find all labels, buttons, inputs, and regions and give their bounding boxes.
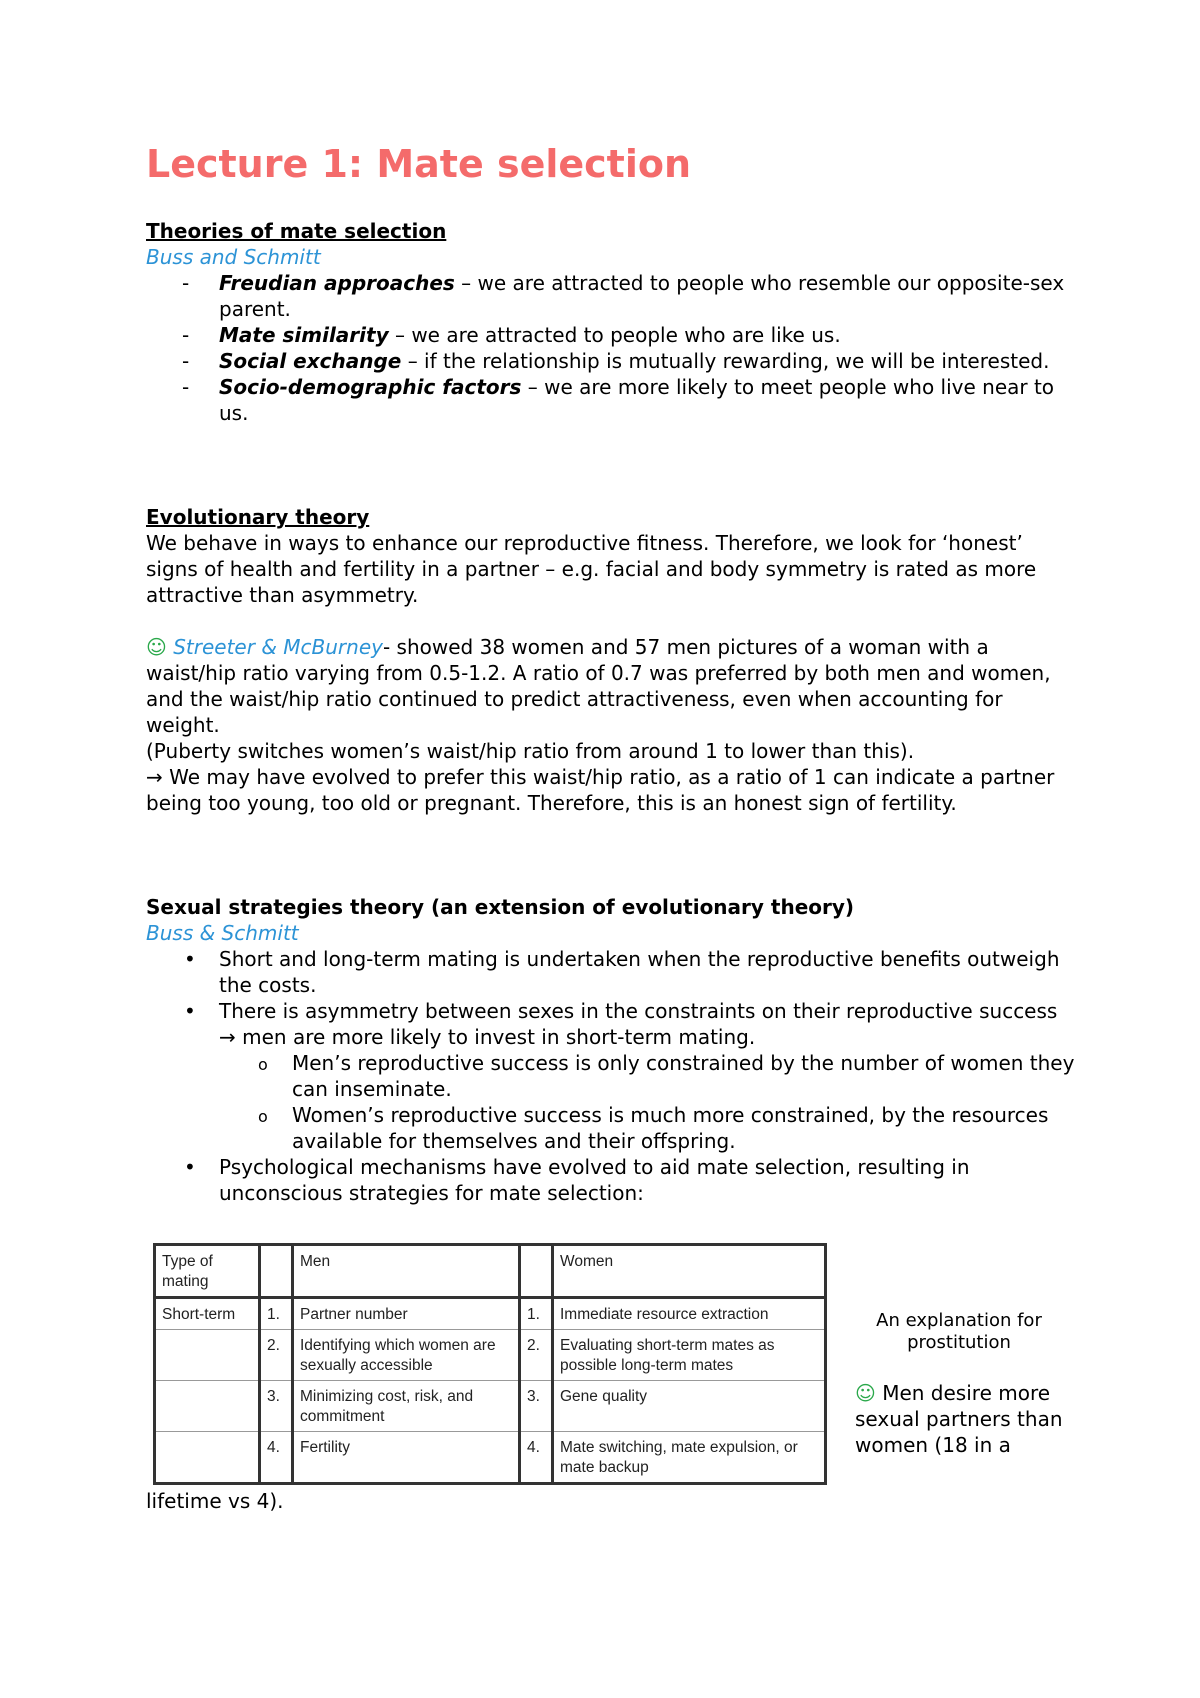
mating-strategies-table — [153, 1243, 827, 1485]
term: Socio-demographic factors — [219, 375, 522, 399]
dash-marker: - — [182, 271, 190, 295]
table-cell: 2. — [260, 1330, 293, 1381]
intro-paragraph: We behave in ways to enhance our reproductive fitness. Therefore, we look for ‘honest’ signs of health and fertility in a partner – e.g. facial and body symmetry is rated as more attractive than asymmetry. — [146, 531, 1037, 607]
conclusion-text: We may have evolved to prefer this waist/hip ratio, as a ratio of 1 can indicate a partner being too young, too old or pregnant. Therefore, this is an honest sign of fertility. — [146, 765, 1055, 815]
table-cell — [155, 1432, 260, 1484]
table-cell: 4. — [520, 1432, 553, 1484]
sub-list-item — [146, 1050, 1076, 1102]
bullet-marker: • — [184, 999, 196, 1023]
note-paragraph: (Puberty switches women’s waist/hip ratio from around 1 to lower than this). — [146, 739, 915, 763]
list-item — [146, 1154, 1076, 1206]
strategy-list — [146, 946, 1076, 1050]
study-paragraph — [146, 634, 1076, 738]
table-cell: Partner number — [293, 1298, 520, 1330]
term-description: – we are more likely to meet people who live near to us. — [219, 375, 1055, 425]
list-item — [146, 998, 1076, 1050]
circle-marker: o — [258, 1107, 268, 1126]
section-heading: Theories of mate selection — [146, 219, 447, 243]
table-cell: Minimizing cost, risk, and commitment — [293, 1381, 520, 1432]
list-item — [146, 322, 1076, 348]
side-caption: An explanation for prostitution — [876, 1310, 1042, 1353]
list-item — [146, 374, 1076, 426]
table-cell: Gene quality — [553, 1381, 826, 1432]
sub-list — [146, 1050, 1076, 1154]
bullet-text: men are more likely to invest in short-term mating. — [235, 1025, 756, 1049]
bullet-text: Psychological mechanisms have evolved to aid mate selection, resulting in unconscious strategies for mate selection: — [219, 1155, 970, 1205]
table-row — [155, 1432, 826, 1484]
section-theories — [146, 218, 1076, 426]
section-sexual-strategies — [146, 894, 1076, 1206]
table-header-cell — [520, 1245, 553, 1298]
bullet-marker: • — [184, 947, 196, 971]
study-text: - showed 38 women and 57 men pictures of a woman with a waist/hip ratio varying from 0.5-1.2. A ratio of 0.7 was preferred by both men and women, and the waist/hip ratio continued to predict attractiveness, even when accounting for weight. — [146, 635, 1051, 737]
section-heading: Sexual strategies theory (an extension of evolutionary theory) — [146, 895, 855, 919]
section-heading: Evolutionary theory — [146, 505, 370, 529]
side-paragraph-tail: lifetime vs 4). — [146, 1489, 284, 1513]
list-item — [146, 270, 1076, 322]
table-header-row — [155, 1245, 826, 1298]
table-cell: 1. — [260, 1298, 293, 1330]
table-cell: Evaluating short-term mates as possible long-term mates — [553, 1330, 826, 1381]
circle-marker: o — [258, 1055, 268, 1074]
page-title: Lecture 1: Mate selection — [146, 142, 692, 186]
table-header-cell: Type of mating — [155, 1245, 260, 1298]
bullet-text: Short and long-term mating is undertaken when the reproductive benefits outweigh the costs. — [219, 947, 1060, 997]
term: Freudian approaches — [219, 271, 455, 295]
table-cell: Short-term — [155, 1298, 260, 1330]
table-cell: 4. — [260, 1432, 293, 1484]
strategy-list — [146, 1154, 1076, 1206]
table-cell: 2. — [520, 1330, 553, 1381]
table-header-cell: Men — [293, 1245, 520, 1298]
term-description: – we are attracted to people who resemble our opposite-sex parent. — [219, 271, 1065, 321]
table-cell — [155, 1330, 260, 1381]
citation: Streeter & McBurney — [173, 635, 383, 659]
smiley-icon: ☺ — [146, 635, 167, 659]
side-text: Men desire more sexual partners than women (18 in a — [855, 1381, 1063, 1457]
term-description: – we are attracted to people who are like us. — [388, 323, 841, 347]
term-description: – if the relationship is mutually rewarding, we will be interested. — [401, 349, 1050, 373]
section-evolutionary — [146, 504, 1076, 816]
dash-marker: - — [182, 375, 190, 399]
bullet-marker: • — [184, 1155, 196, 1179]
table-header-cell: Women — [553, 1245, 826, 1298]
table-cell: Identifying which women are sexually accessible — [293, 1330, 520, 1381]
arrow-icon: → — [219, 1025, 236, 1049]
table-cell: 3. — [260, 1381, 293, 1432]
dash-marker: - — [182, 323, 190, 347]
table-cell: 3. — [520, 1381, 553, 1432]
table-row — [155, 1298, 826, 1330]
table-cell: Immediate resource extraction — [553, 1298, 826, 1330]
list-item — [146, 348, 1076, 374]
bullet-text: There is asymmetry between sexes in the constraints on their reproductive success — [219, 999, 1058, 1023]
term: Mate similarity — [219, 323, 389, 347]
arrow-icon: → — [146, 765, 163, 789]
list-item — [146, 946, 1076, 998]
table-cell: Mate switching, mate expulsion, or mate backup — [553, 1432, 826, 1484]
smiley-icon: ☺ — [855, 1381, 876, 1405]
side-paragraph — [855, 1380, 1085, 1458]
table-row — [155, 1381, 826, 1432]
table-cell: Fertility — [293, 1432, 520, 1484]
conclusion-paragraph — [146, 764, 1076, 816]
table-cell: 1. — [520, 1298, 553, 1330]
table-row — [155, 1330, 826, 1381]
citation: Buss & Schmitt — [146, 921, 299, 945]
term: Social exchange — [219, 349, 402, 373]
sub-list-item — [146, 1102, 1076, 1154]
dash-marker: - — [182, 349, 190, 373]
table-header-cell — [260, 1245, 293, 1298]
citation: Buss and Schmitt — [146, 245, 321, 269]
sub-item-text: Women’s reproductive success is much more constrained, by the resources available for themselves and their offspring. — [292, 1103, 1049, 1153]
theory-list — [146, 270, 1076, 426]
table-cell — [155, 1381, 260, 1432]
sub-item-text: Men’s reproductive success is only constrained by the number of women they can inseminate. — [292, 1051, 1075, 1101]
